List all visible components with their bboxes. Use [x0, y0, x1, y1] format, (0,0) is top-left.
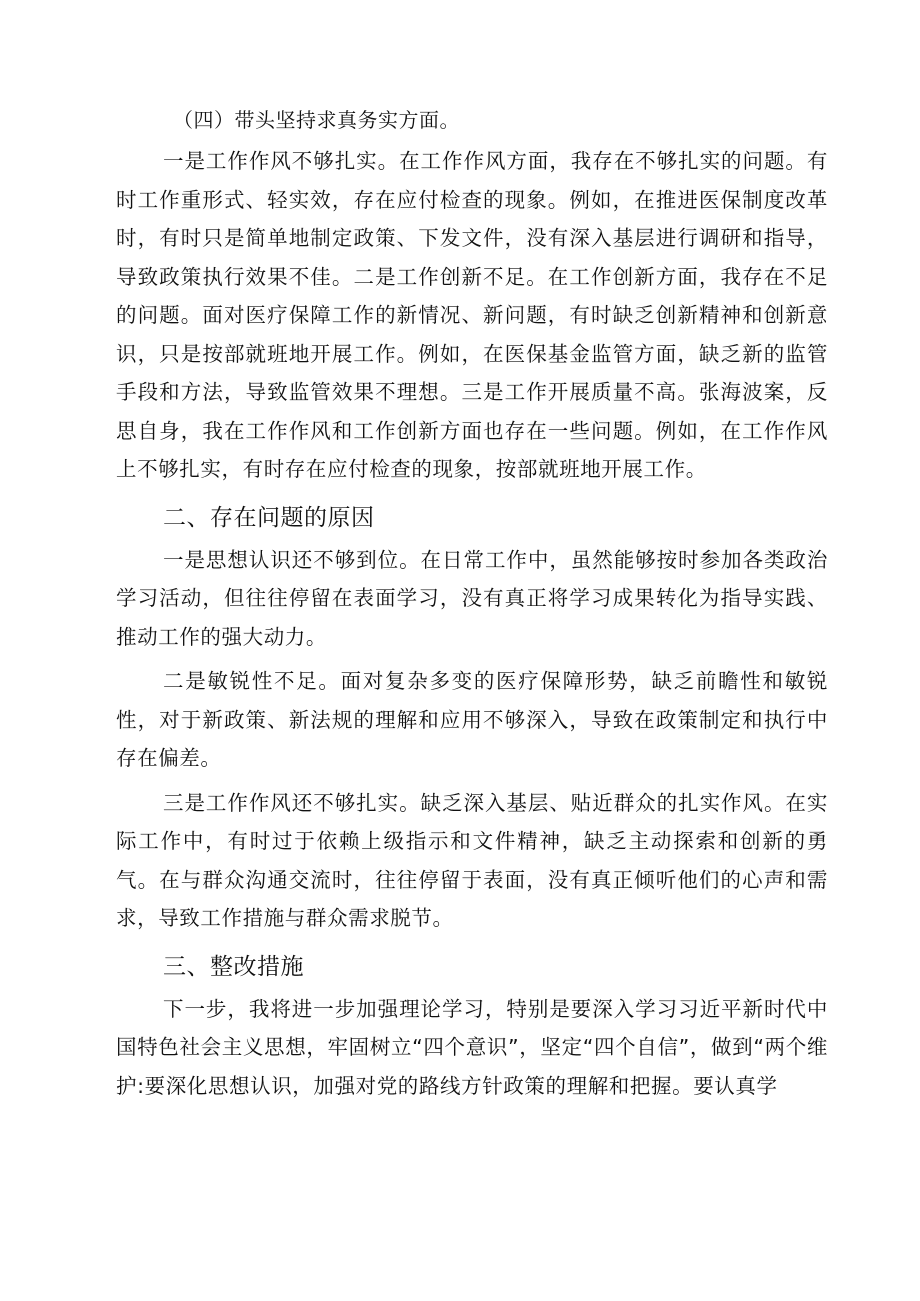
document-body: [116, 100, 828, 1105]
paragraph-cause-2: 二是敏锐性不足。面对复杂多变的医疗保障形势，缺乏前瞻性和敏锐性，对于新政策、新法规的理解和应用不够深入，导致在政策制定和执行中存在偏差。: [116, 669, 828, 770]
paragraph-cause-1: 一是思想认识还不够到位。在日常工作中，虽然能够按时参加各类政治学习活动，但往往停留在表面学习，没有真正将学习成果转化为指导实践、推动工作的强大动力。: [116, 547, 828, 649]
section-heading-causes: 二、存在问题的原因: [163, 504, 375, 531]
paragraph-measures: 下一步，我将进一步加强理论学习，特别是要深入学习习近平新时代中国特色社会主义思想，牢固树立“四个意识”，坚定“四个自信”，做到“两个维护:要深化思想认识，加强对党的路线方针政策的理解和把握。要认真学: [116, 996, 828, 1098]
subsection-heading-4: （四）带头坚持求真务实方面。: [173, 108, 460, 132]
paragraph-work-style: 一是工作作风不够扎实。在工作作风方面，我存在不够扎实的问题。有时工作重形式、轻实效，存在应付检查的现象。例如，在推进医保制度改革时，有时只是简单地制定政策、下发文件，没有深入基层进行调研和指导，导致政策执行效果不佳。二是工作创新不足。在工作创新方面，我存在不足的问题。面对医疗保障工作的新情况、新问题，有时缺乏创新精神和创新意识，只是按部就班地开展工作。例如，在医保基金监管方面，缺乏新的监管手段和方法，导致监管效果不理想。三是工作开展质量不高。张海波案，反思自身，我在工作作风和工作创新方面也存在一些问题。例如，在工作作风上不够扎实，有时存在应付检查的现象，按部就班地开展工作。: [116, 149, 828, 481]
paragraph-cause-3: 三是工作作风还不够扎实。缺乏深入基层、贴近群众的扎实作风。在实际工作中，有时过于依赖上级指示和文件精神，缺乏主动探索和创新的勇气。在与群众沟通交流时，往往停留于表面，没有真正倾听他们的心声和需求，导致工作措施与群众需求脱节。: [116, 790, 828, 930]
section-heading-measures: 三、整改措施: [163, 953, 304, 980]
